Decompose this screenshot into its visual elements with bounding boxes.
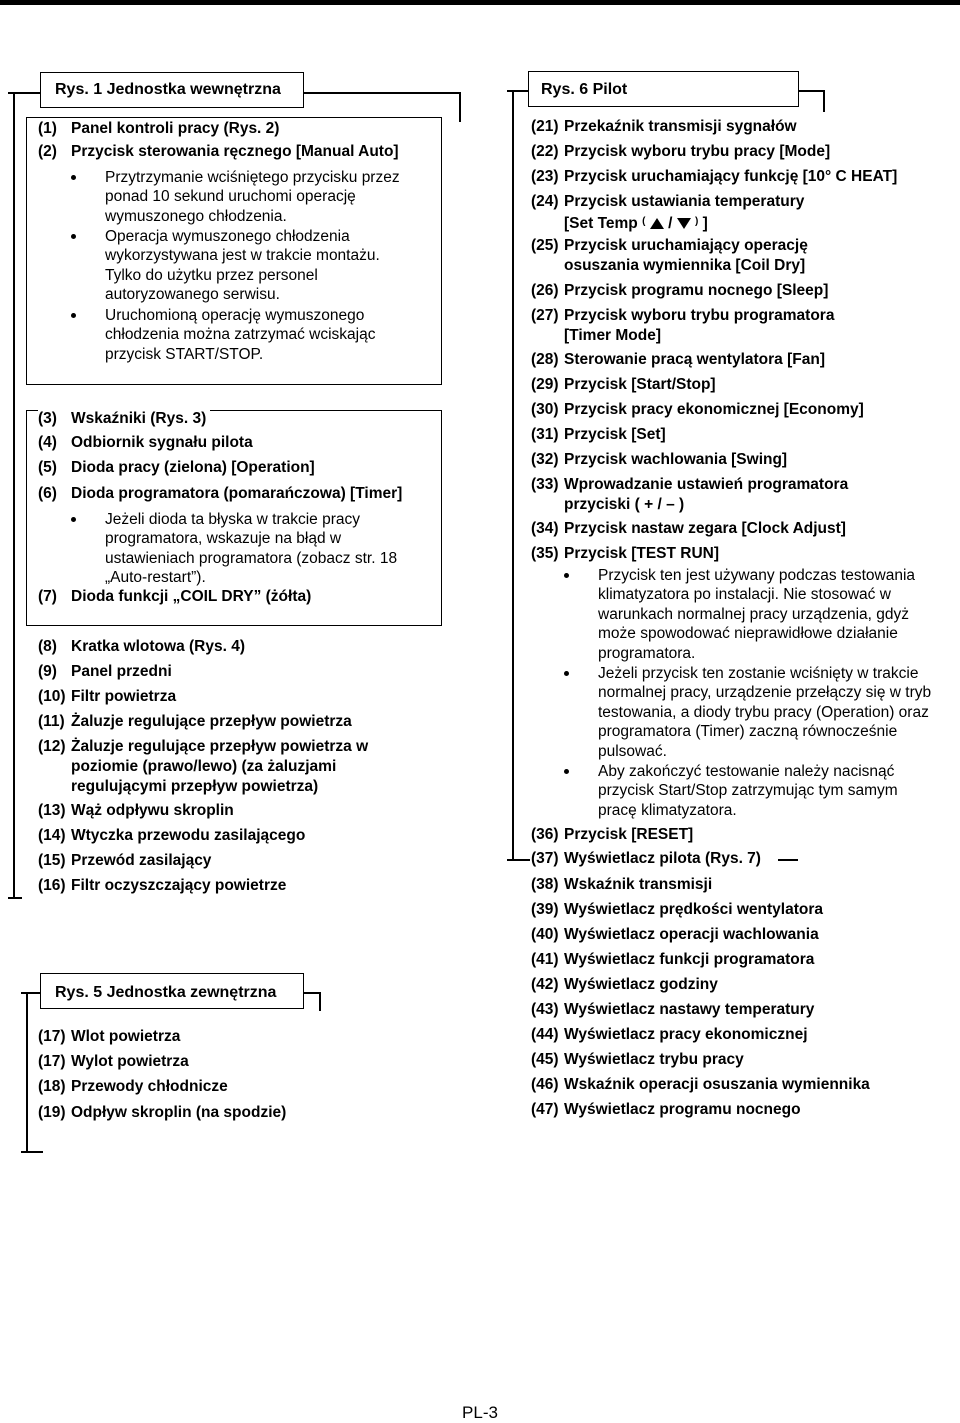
list-item	[531, 475, 901, 515]
list-item	[531, 167, 897, 187]
list-item	[38, 737, 410, 797]
list-item	[531, 544, 719, 564]
list-item	[531, 306, 881, 346]
item-text: Kratka wlotowa (Rys. 4)	[71, 638, 245, 655]
item-text: Sterowanie pracą wentylatora [Fan]	[564, 351, 825, 368]
list-item	[531, 849, 765, 869]
item-number: (5)	[38, 459, 57, 476]
item-number: (47)	[531, 1101, 559, 1118]
list-item	[531, 1075, 870, 1095]
item-text: Przycisk [TEST RUN]	[564, 545, 720, 562]
item-text: Wskaźnik operacji osuszania wymiennika	[564, 1076, 870, 1093]
item-number: (46)	[531, 1076, 559, 1093]
bullet-dot	[71, 175, 76, 180]
list-item	[38, 587, 311, 607]
right-vertical-rule	[512, 90, 514, 860]
list-item	[38, 826, 305, 846]
list-item	[38, 1027, 180, 1047]
item-number: (22)	[531, 143, 559, 160]
bullet-text: Jeżeli przycisk ten zostanie wciśnięty w trakcie normalnej pracy, urządzenie przełączy się w tryb testowania, a diody trybu pracy (Operation) oraz programatora (Timer) zaczną równocześnie pulsować.	[598, 665, 932, 760]
item-number: (42)	[531, 976, 559, 993]
item-number: (34)	[531, 520, 559, 537]
bullet-dot	[71, 517, 76, 522]
item-number: (7)	[38, 588, 57, 605]
bullet-text: Jeżeli dioda ta błyska w trakcie pracy programatora, wskazuje na błąd w ustawieniach programatora (zobacz str. 18 „Auto-restart”).	[105, 511, 398, 587]
left-tick-title-right	[303, 92, 460, 94]
bullet-note	[564, 762, 934, 820]
set-temp-suffix: ]	[702, 215, 708, 232]
item-number: (19)	[38, 1104, 66, 1121]
item-text: Wylot powietrza	[71, 1053, 189, 1070]
item-text: Przycisk [Start/Stop]	[564, 376, 716, 393]
list-item	[38, 1077, 228, 1097]
item-text: Przycisk uruchamiający operację osuszania wymiennika [Coil Dry]	[564, 237, 808, 274]
item-text: Żaluzje regulujące przepływ powietrza	[71, 713, 352, 730]
item-number: (32)	[531, 451, 559, 468]
item-text: Przekaźnik transmisji sygnałów	[564, 118, 797, 135]
fig6-title: Rys. 6 Pilot	[541, 81, 628, 98]
list-item	[531, 425, 666, 445]
outdoor-tick-title-right	[303, 992, 320, 994]
item-number: (31)	[531, 426, 559, 443]
item-text: Przewód zasilający	[71, 852, 212, 869]
item-text: Dioda programatora (pomarańczowa) [Timer]	[71, 485, 403, 502]
bullet-note	[71, 306, 411, 364]
right-tick-bottom	[507, 859, 530, 861]
item-text: Przycisk programu nocnego [Sleep]	[564, 282, 829, 299]
item-number: (8)	[38, 638, 57, 655]
bullet-text: Przytrzymanie wciśniętego przycisku przez ponad 10 sekund uruchomi operację wymuszonego chłodzenia.	[105, 169, 400, 225]
item-text: Dioda pracy (zielona) [Operation]	[71, 459, 315, 476]
item-text: Wyświetlacz funkcji programatora	[564, 951, 815, 968]
item-number: (6)	[38, 485, 57, 502]
item-text: Filtr powietrza	[71, 688, 177, 705]
item-number: (17)	[38, 1053, 66, 1070]
item-text: Wyświetlacz trybu pracy	[564, 1051, 744, 1068]
list-item	[531, 1000, 814, 1020]
list-item	[38, 637, 245, 657]
list-item	[38, 142, 399, 162]
item-text: Odbiornik sygnału pilota	[71, 434, 253, 451]
bullet-dot	[564, 573, 569, 578]
right-right-rule	[823, 90, 825, 112]
item-text: Przycisk wachlowania [Swing]	[564, 451, 788, 468]
item-number: (29)	[531, 376, 559, 393]
item-number: (40)	[531, 926, 559, 943]
separator-slash: /	[668, 215, 673, 232]
item-text: Panel kontroli pracy (Rys. 2)	[71, 120, 280, 137]
item-number: (23)	[531, 168, 559, 185]
list-item	[531, 1050, 744, 1070]
list-item	[38, 1103, 286, 1123]
left-vertical-rule-upper	[13, 92, 15, 898]
list-item	[531, 450, 787, 470]
item-number: (10)	[38, 688, 66, 705]
list-item	[38, 458, 315, 478]
item-text: Wprowadzanie ustawień programatora przyciski ( + / – )	[564, 476, 849, 513]
triangle-up-icon	[650, 218, 664, 229]
item-text: Przycisk wyboru trybu pracy [Mode]	[564, 143, 831, 160]
item-number: (16)	[38, 877, 66, 894]
item-number: (3)	[38, 410, 57, 427]
item-number: (28)	[531, 351, 559, 368]
bullet-note	[71, 510, 411, 588]
list-item	[531, 400, 864, 420]
item-text: Wskaźniki (Rys. 3)	[71, 410, 207, 427]
item-number: (17)	[38, 1028, 66, 1045]
item-number: (14)	[38, 827, 66, 844]
item-number: (12)	[38, 738, 66, 755]
item-text: Panel przedni	[71, 663, 172, 680]
item-number: (43)	[531, 1001, 559, 1018]
list-item	[531, 236, 831, 276]
item-text: Przycisk uruchamiający funkcję [10° C HEAT]	[564, 168, 898, 185]
item-text: Wtyczka przewodu zasilającego	[71, 827, 306, 844]
item-text: Wyświetlacz programu nocnego	[564, 1101, 801, 1118]
list-item	[38, 687, 176, 707]
item-text-line1: Przycisk ustawiania temperatury	[564, 193, 805, 210]
bullet-text: Przycisk ten jest używany podczas testowania klimatyzatora po instalacji. Nie stosować w warunkach normalnej pracy urządzenia, gdyż może spowodować nieprawidłowe działanie programatora.	[598, 567, 916, 662]
fig5-title: Rys. 5 Jednostka zewnętrzna	[55, 984, 277, 1001]
list-item	[531, 281, 828, 301]
list-item	[531, 350, 825, 370]
outdoor-tick-bottom	[21, 1151, 43, 1153]
list-item	[38, 409, 210, 429]
bullet-dot	[564, 769, 569, 774]
item-number: (9)	[38, 663, 57, 680]
bullet-note	[564, 664, 950, 761]
left-tick-bottom	[8, 897, 22, 899]
item-number: (36)	[531, 826, 559, 843]
item-text: Przycisk [Set]	[564, 426, 666, 443]
list-item	[531, 925, 819, 945]
item-number: (18)	[38, 1078, 66, 1095]
paren-open: (	[642, 216, 646, 227]
item-text: Przycisk pracy ekonomicznej [Economy]	[564, 401, 864, 418]
item-text	[564, 192, 931, 234]
item-number: (15)	[38, 852, 66, 869]
page-number: PL-3	[462, 1403, 498, 1422]
list-item	[38, 433, 253, 453]
bullet-text: Operacja wymuszonego chłodzenia wykorzystywana jest w trakcie montażu. Tylko do użytku przez personel autoryzowanego serwisu.	[105, 228, 380, 304]
outdoor-right-rule	[319, 992, 321, 1011]
item-number: (39)	[531, 901, 559, 918]
triangle-down-icon	[677, 218, 691, 229]
fig1-title: Rys. 1 Jednostka wewnętrzna	[55, 81, 281, 98]
item-number: (13)	[38, 802, 66, 819]
bullet-note	[564, 566, 924, 663]
paren-close: )	[695, 216, 699, 227]
bullet-text: Aby zakończyć testowanie należy nacisnąć przycisk Start/Stop zatrzymując tym samym pracę klimatyzatora.	[598, 763, 898, 819]
list-item	[38, 851, 211, 871]
item-text: Wyświetlacz prędkości wentylatora	[564, 901, 824, 918]
bullet-dot	[564, 671, 569, 676]
list-item	[531, 117, 797, 137]
outdoor-vertical-rule	[26, 992, 28, 1152]
item-text: Filtr oczyszczający powietrze	[71, 877, 287, 894]
item-text: Wyświetlacz operacji wachlowania	[564, 926, 819, 943]
item-number: (30)	[531, 401, 559, 418]
list-item	[531, 900, 823, 920]
list-item	[38, 1052, 189, 1072]
item-text: Wyświetlacz pracy ekonomicznej	[564, 1026, 808, 1043]
item-number: (4)	[38, 434, 57, 451]
bullet-dot	[71, 234, 76, 239]
item-text: Przycisk sterowania ręcznego [Manual Auto]	[71, 143, 399, 160]
top-rule	[0, 0, 960, 5]
item-number: (21)	[531, 118, 559, 135]
list-item	[531, 875, 712, 895]
list-item	[531, 825, 693, 845]
item-text: Wąż odpływu skroplin	[71, 802, 234, 819]
set-temp-prefix: [Set Temp	[564, 215, 638, 232]
list-item	[531, 142, 830, 162]
item-text: Przycisk wyboru trybu programatora [Timer Mode]	[564, 307, 835, 344]
item-number: (38)	[531, 876, 559, 893]
list-item	[38, 484, 402, 504]
item-text: Żaluzje regulujące przepływ powietrza w poziomie (prawo/lewo) (za żaluzjami regulującymi przepływ powietrza)	[71, 738, 369, 795]
item-text: Wyświetlacz nastawy temperatury	[564, 1001, 815, 1018]
item-text: Wyświetlacz godziny	[564, 976, 718, 993]
right-tick-display-right	[778, 859, 798, 861]
list-item	[531, 1025, 808, 1045]
item-text: Przewody chłodnicze	[71, 1078, 228, 1095]
item-number: (1)	[38, 120, 57, 137]
list-item	[531, 519, 846, 539]
item-number: (2)	[38, 143, 57, 160]
item-number: (41)	[531, 951, 559, 968]
list-item	[38, 801, 234, 821]
list-item	[531, 975, 718, 995]
item-text: Przycisk [RESET]	[564, 826, 694, 843]
item-number: (11)	[38, 713, 65, 730]
item-number: (33)	[531, 476, 559, 493]
item-number: (26)	[531, 282, 559, 299]
right-tick-top	[507, 90, 530, 92]
list-item	[38, 712, 352, 732]
item-number: (45)	[531, 1051, 559, 1068]
item-text: Dioda funkcji „COIL DRY” (żółta)	[71, 588, 312, 605]
item-number: (24)	[531, 193, 559, 210]
item-text: Przycisk nastaw zegara [Clock Adjust]	[564, 520, 846, 537]
item-number: (25)	[531, 237, 559, 254]
list-item	[531, 192, 931, 234]
left-right-rule	[459, 92, 461, 122]
item-text: Odpływ skroplin (na spodzie)	[71, 1104, 287, 1121]
list-item	[38, 662, 172, 682]
bullet-note	[71, 168, 436, 226]
item-text: Wskaźnik transmisji	[564, 876, 713, 893]
item-text: Wyświetlacz pilota (Rys. 7)	[564, 850, 761, 867]
item-text: Wlot powietrza	[71, 1028, 181, 1045]
bullet-note	[71, 227, 411, 305]
item-number: (27)	[531, 307, 559, 324]
list-item	[38, 119, 279, 139]
right-tick-title-right	[797, 90, 824, 92]
item-number: (35)	[531, 545, 559, 562]
left-tick-top	[8, 92, 42, 94]
bullet-dot	[71, 313, 76, 318]
bullet-text: Uruchomioną operację wymuszonego chłodzenia można zatrzymać wciskając przycisk START/STOP.	[105, 307, 376, 363]
list-item	[38, 876, 286, 896]
list-item	[531, 1100, 801, 1120]
list-item	[531, 950, 814, 970]
item-number: (37)	[531, 850, 559, 867]
item-number: (44)	[531, 1026, 559, 1043]
list-item	[531, 375, 716, 395]
